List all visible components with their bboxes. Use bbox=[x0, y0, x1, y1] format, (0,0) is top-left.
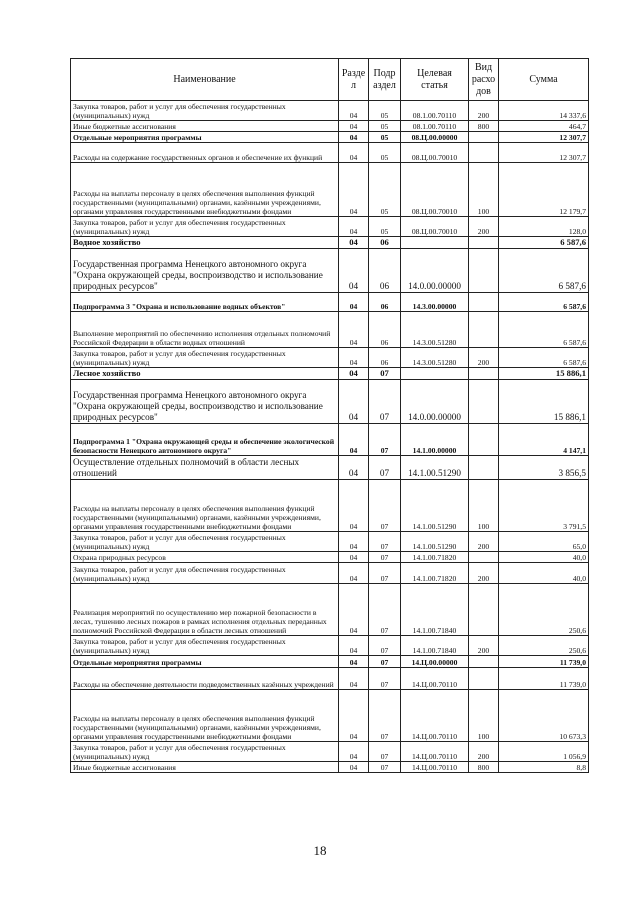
table-row bbox=[71, 668, 589, 690]
cell-summa: 12 179,7 bbox=[499, 163, 589, 217]
cell-podrazdel: 06 bbox=[369, 293, 401, 312]
cell-name: Закупка товаров, работ и услуг для обеспечения государственных (муниципальных) нужд bbox=[71, 101, 339, 121]
cell-summa: 11 739,0 bbox=[499, 668, 589, 690]
cell-razdel: 04 bbox=[339, 163, 369, 217]
table-row bbox=[71, 143, 589, 163]
table-row bbox=[71, 656, 589, 668]
cell-podrazdel: 05 bbox=[369, 101, 401, 121]
cell-summa: 250,6 bbox=[499, 584, 589, 636]
cell-summa: 12 307,7 bbox=[499, 132, 589, 143]
cell-vid-raskhodov: 800 bbox=[469, 121, 499, 132]
cell-razdel: 04 bbox=[339, 121, 369, 132]
cell-vid-raskhodov bbox=[469, 249, 499, 293]
cell-razdel: 04 bbox=[339, 480, 369, 532]
cell-summa: 3 856,5 bbox=[499, 456, 589, 480]
cell-podrazdel: 05 bbox=[369, 217, 401, 237]
cell-razdel: 04 bbox=[339, 237, 369, 249]
cell-razdel: 04 bbox=[339, 456, 369, 480]
cell-razdel: 04 bbox=[339, 380, 369, 424]
cell-celevaya-statya: 14.Ц.00.70110 bbox=[401, 690, 469, 742]
table-row bbox=[71, 348, 589, 368]
cell-name: Расходы на выплаты персоналу в целях обеспечения выполнения функций государственными (муниципальными) органами, казёнными учреждениями, органами управления государственными внебюджетными фондами bbox=[71, 163, 339, 217]
cell-name: Расходы на выплаты персоналу в целях обеспечения выполнения функций государственными (муниципальными) органами, казёнными учреждениями, органами управления государственными внебюджетными фондами bbox=[71, 480, 339, 532]
table-row bbox=[71, 368, 589, 380]
cell-razdel: 04 bbox=[339, 563, 369, 584]
cell-podrazdel: 07 bbox=[369, 552, 401, 563]
cell-podrazdel: 07 bbox=[369, 762, 401, 773]
cell-celevaya-statya: 14.1.00.51290 bbox=[401, 532, 469, 552]
cell-summa: 6 587,6 bbox=[499, 237, 589, 249]
cell-name: Реализация мероприятий по осуществлению мер пожарной безопасности в лесах, тушению лесных пожаров в рамках исполнения отдельных переданных полномочий Российской Федерации в области лесных отношений bbox=[71, 584, 339, 636]
cell-razdel: 04 bbox=[339, 348, 369, 368]
table-row bbox=[71, 563, 589, 584]
cell-podrazdel: 05 bbox=[369, 132, 401, 143]
cell-name: Закупка товаров, работ и услуг для обеспечения государственных (муниципальных) нужд bbox=[71, 563, 339, 584]
cell-celevaya-statya: 14.1.00.71840 bbox=[401, 636, 469, 656]
cell-vid-raskhodov bbox=[469, 656, 499, 668]
cell-summa: 40,0 bbox=[499, 552, 589, 563]
cell-summa: 4 147,1 bbox=[499, 424, 589, 456]
cell-podrazdel: 05 bbox=[369, 143, 401, 163]
cell-vid-raskhodov: 800 bbox=[469, 762, 499, 773]
cell-podrazdel: 07 bbox=[369, 532, 401, 552]
cell-celevaya-statya: 08.1.00.70110 bbox=[401, 121, 469, 132]
cell-vid-raskhodov: 100 bbox=[469, 480, 499, 532]
cell-razdel: 04 bbox=[339, 132, 369, 143]
cell-summa: 6 587,6 bbox=[499, 348, 589, 368]
cell-vid-raskhodov: 200 bbox=[469, 532, 499, 552]
cell-razdel: 04 bbox=[339, 656, 369, 668]
cell-name: Закупка товаров, работ и услуг для обеспечения государственных (муниципальных) нужд bbox=[71, 742, 339, 762]
table-row bbox=[71, 293, 589, 312]
cell-vid-raskhodov bbox=[469, 237, 499, 249]
cell-celevaya-statya: 08.Ц.00.00000 bbox=[401, 132, 469, 143]
cell-vid-raskhodov: 200 bbox=[469, 101, 499, 121]
cell-celevaya-statya: 14.1.00.51290 bbox=[401, 456, 469, 480]
cell-vid-raskhodov bbox=[469, 293, 499, 312]
cell-podrazdel: 05 bbox=[369, 121, 401, 132]
table-row bbox=[71, 380, 589, 424]
table-row bbox=[71, 312, 589, 348]
header-celevaya-statya: Целевая статья bbox=[401, 59, 469, 101]
cell-name: Водное хозяйство bbox=[71, 237, 339, 249]
cell-name: Закупка товаров, работ и услуг для обеспечения государственных (муниципальных) нужд bbox=[71, 217, 339, 237]
cell-summa: 250,6 bbox=[499, 636, 589, 656]
cell-podrazdel: 07 bbox=[369, 456, 401, 480]
cell-podrazdel: 07 bbox=[369, 636, 401, 656]
cell-celevaya-statya: 08.1.00.70110 bbox=[401, 101, 469, 121]
cell-razdel: 04 bbox=[339, 742, 369, 762]
cell-summa: 128,0 bbox=[499, 217, 589, 237]
cell-razdel: 04 bbox=[339, 249, 369, 293]
cell-name: Государственная программа Ненецкого автономного округа "Охрана окружающей среды, воспроизводство и использование природных ресурсов" bbox=[71, 249, 339, 293]
cell-podrazdel: 07 bbox=[369, 368, 401, 380]
cell-podrazdel: 07 bbox=[369, 656, 401, 668]
cell-name: Государственная программа Ненецкого автономного округа "Охрана окружающей среды, воспроизводство и использование природных ресурсов" bbox=[71, 380, 339, 424]
table-row bbox=[71, 690, 589, 742]
cell-summa: 1 056,9 bbox=[499, 742, 589, 762]
cell-summa: 6 587,6 bbox=[499, 293, 589, 312]
table-row bbox=[71, 217, 589, 237]
page-number: 18 bbox=[313, 843, 327, 858]
cell-summa: 8,8 bbox=[499, 762, 589, 773]
cell-podrazdel: 07 bbox=[369, 380, 401, 424]
cell-razdel: 04 bbox=[339, 293, 369, 312]
cell-name: Закупка товаров, работ и услуг для обеспечения государственных (муниципальных) нужд bbox=[71, 532, 339, 552]
table-row bbox=[71, 584, 589, 636]
cell-podrazdel: 07 bbox=[369, 690, 401, 742]
cell-razdel: 04 bbox=[339, 584, 369, 636]
cell-name: Подпрограмма 1 "Охрана окружающей среды и обеспечение экологической безопасности Ненецкого автономного округа" bbox=[71, 424, 339, 456]
cell-podrazdel: 07 bbox=[369, 424, 401, 456]
cell-razdel: 04 bbox=[339, 690, 369, 742]
cell-vid-raskhodov bbox=[469, 380, 499, 424]
header-podrazdel: Подр аздел bbox=[369, 59, 401, 101]
cell-name: Иные бюджетные ассигнования bbox=[71, 121, 339, 132]
cell-celevaya-statya: 14.1.00.71820 bbox=[401, 552, 469, 563]
cell-podrazdel: 06 bbox=[369, 249, 401, 293]
table-row bbox=[71, 249, 589, 293]
table-row bbox=[71, 424, 589, 456]
cell-razdel: 04 bbox=[339, 101, 369, 121]
cell-celevaya-statya: 08.Ц.00.70010 bbox=[401, 163, 469, 217]
cell-summa: 3 791,5 bbox=[499, 480, 589, 532]
table-row bbox=[71, 163, 589, 217]
table-row bbox=[71, 742, 589, 762]
cell-podrazdel: 06 bbox=[369, 348, 401, 368]
cell-celevaya-statya: 14.1.00.00000 bbox=[401, 424, 469, 456]
cell-vid-raskhodov bbox=[469, 668, 499, 690]
cell-summa: 6 587,6 bbox=[499, 312, 589, 348]
cell-razdel: 04 bbox=[339, 312, 369, 348]
cell-celevaya-statya: 14.1.00.71820 bbox=[401, 563, 469, 584]
cell-celevaya-statya: 08.Ц.00.70010 bbox=[401, 143, 469, 163]
cell-celevaya-statya bbox=[401, 237, 469, 249]
table-row bbox=[71, 121, 589, 132]
cell-celevaya-statya: 14.3.00.51280 bbox=[401, 312, 469, 348]
cell-summa: 11 739,0 bbox=[499, 656, 589, 668]
cell-celevaya-statya bbox=[401, 368, 469, 380]
cell-celevaya-statya: 08.Ц.00.70010 bbox=[401, 217, 469, 237]
cell-vid-raskhodov: 200 bbox=[469, 348, 499, 368]
cell-summa: 464,7 bbox=[499, 121, 589, 132]
cell-razdel: 04 bbox=[339, 532, 369, 552]
cell-name: Выполнение мероприятий по обеспечению исполнения отдельных полномочий Российской Федерации в области водных отношений bbox=[71, 312, 339, 348]
cell-podrazdel: 07 bbox=[369, 584, 401, 636]
cell-podrazdel: 07 bbox=[369, 480, 401, 532]
cell-name: Закупка товаров, работ и услуг для обеспечения государственных (муниципальных) нужд bbox=[71, 636, 339, 656]
cell-name: Подпрограмма 3 "Охрана и использование водных объектов" bbox=[71, 293, 339, 312]
cell-podrazdel: 07 bbox=[369, 668, 401, 690]
cell-vid-raskhodov bbox=[469, 312, 499, 348]
cell-razdel: 04 bbox=[339, 424, 369, 456]
cell-razdel: 04 bbox=[339, 636, 369, 656]
cell-razdel: 04 bbox=[339, 668, 369, 690]
cell-summa: 10 673,3 bbox=[499, 690, 589, 742]
cell-celevaya-statya: 14.0.00.00000 bbox=[401, 380, 469, 424]
cell-name: Расходы на содержание государственных органов и обеспечение их функций bbox=[71, 143, 339, 163]
cell-razdel: 04 bbox=[339, 368, 369, 380]
table-row bbox=[71, 480, 589, 532]
table-row bbox=[71, 132, 589, 143]
cell-vid-raskhodov: 100 bbox=[469, 163, 499, 217]
cell-podrazdel: 06 bbox=[369, 237, 401, 249]
cell-vid-raskhodov: 200 bbox=[469, 563, 499, 584]
cell-vid-raskhodov bbox=[469, 456, 499, 480]
cell-vid-raskhodov bbox=[469, 132, 499, 143]
cell-vid-raskhodov bbox=[469, 368, 499, 380]
cell-celevaya-statya: 14.1.00.71840 bbox=[401, 584, 469, 636]
header-name: Наименование bbox=[71, 59, 339, 101]
cell-podrazdel: 07 bbox=[369, 742, 401, 762]
table-row bbox=[71, 762, 589, 773]
cell-name: Осуществление отдельных полномочий в области лесных отношений bbox=[71, 456, 339, 480]
header-vid-raskhodov: Вид расхо дов bbox=[469, 59, 499, 101]
cell-summa: 15 886,1 bbox=[499, 380, 589, 424]
cell-summa: 65,0 bbox=[499, 532, 589, 552]
cell-vid-raskhodov: 200 bbox=[469, 636, 499, 656]
cell-celevaya-statya: 14.Ц.00.70110 bbox=[401, 762, 469, 773]
cell-celevaya-statya: 14.3.00.51280 bbox=[401, 348, 469, 368]
cell-name: Отдельные мероприятия программы bbox=[71, 656, 339, 668]
table-header-row bbox=[71, 59, 589, 101]
cell-vid-raskhodov bbox=[469, 584, 499, 636]
table-row bbox=[71, 552, 589, 563]
cell-name: Лесное хозяйство bbox=[71, 368, 339, 380]
cell-name: Расходы на выплаты персоналу в целях обеспечения выполнения функций государственными (муниципальными) органами, казёнными учреждениями, органами управления государственными внебюджетными фондами bbox=[71, 690, 339, 742]
cell-razdel: 04 bbox=[339, 552, 369, 563]
cell-vid-raskhodov bbox=[469, 552, 499, 563]
cell-razdel: 04 bbox=[339, 762, 369, 773]
header-razdel: Разде л bbox=[339, 59, 369, 101]
table-row bbox=[71, 101, 589, 121]
table-row bbox=[71, 532, 589, 552]
cell-vid-raskhodov: 200 bbox=[469, 742, 499, 762]
cell-razdel: 04 bbox=[339, 217, 369, 237]
cell-summa: 15 886,1 bbox=[499, 368, 589, 380]
cell-vid-raskhodov bbox=[469, 424, 499, 456]
cell-summa: 40,0 bbox=[499, 563, 589, 584]
cell-celevaya-statya: 14.Ц.00.00000 bbox=[401, 656, 469, 668]
budget-table bbox=[70, 58, 589, 773]
cell-vid-raskhodov bbox=[469, 143, 499, 163]
table-row bbox=[71, 237, 589, 249]
table-row bbox=[71, 636, 589, 656]
cell-name: Расходы на обеспечение деятельности подведомственных казённых учреждений bbox=[71, 668, 339, 690]
cell-summa: 6 587,6 bbox=[499, 249, 589, 293]
cell-name: Иные бюджетные ассигнования bbox=[71, 762, 339, 773]
cell-podrazdel: 05 bbox=[369, 163, 401, 217]
cell-razdel: 04 bbox=[339, 143, 369, 163]
cell-summa: 14 337,6 bbox=[499, 101, 589, 121]
cell-podrazdel: 07 bbox=[369, 563, 401, 584]
cell-name: Отдельные мероприятия программы bbox=[71, 132, 339, 143]
table-row bbox=[71, 456, 589, 480]
cell-vid-raskhodov: 200 bbox=[469, 217, 499, 237]
cell-name: Закупка товаров, работ и услуг для обеспечения государственных (муниципальных) нужд bbox=[71, 348, 339, 368]
cell-celevaya-statya: 14.1.00.51290 bbox=[401, 480, 469, 532]
cell-name: Охрана природных ресурсов bbox=[71, 552, 339, 563]
cell-celevaya-statya: 14.3.00.00000 bbox=[401, 293, 469, 312]
cell-podrazdel: 06 bbox=[369, 312, 401, 348]
cell-summa: 12 307,7 bbox=[499, 143, 589, 163]
cell-celevaya-statya: 14.0.00.00000 bbox=[401, 249, 469, 293]
header-summa: Сумма bbox=[499, 59, 589, 101]
cell-vid-raskhodov: 100 bbox=[469, 690, 499, 742]
cell-celevaya-statya: 14.Ц.00.70110 bbox=[401, 668, 469, 690]
cell-celevaya-statya: 14.Ц.00.70110 bbox=[401, 742, 469, 762]
